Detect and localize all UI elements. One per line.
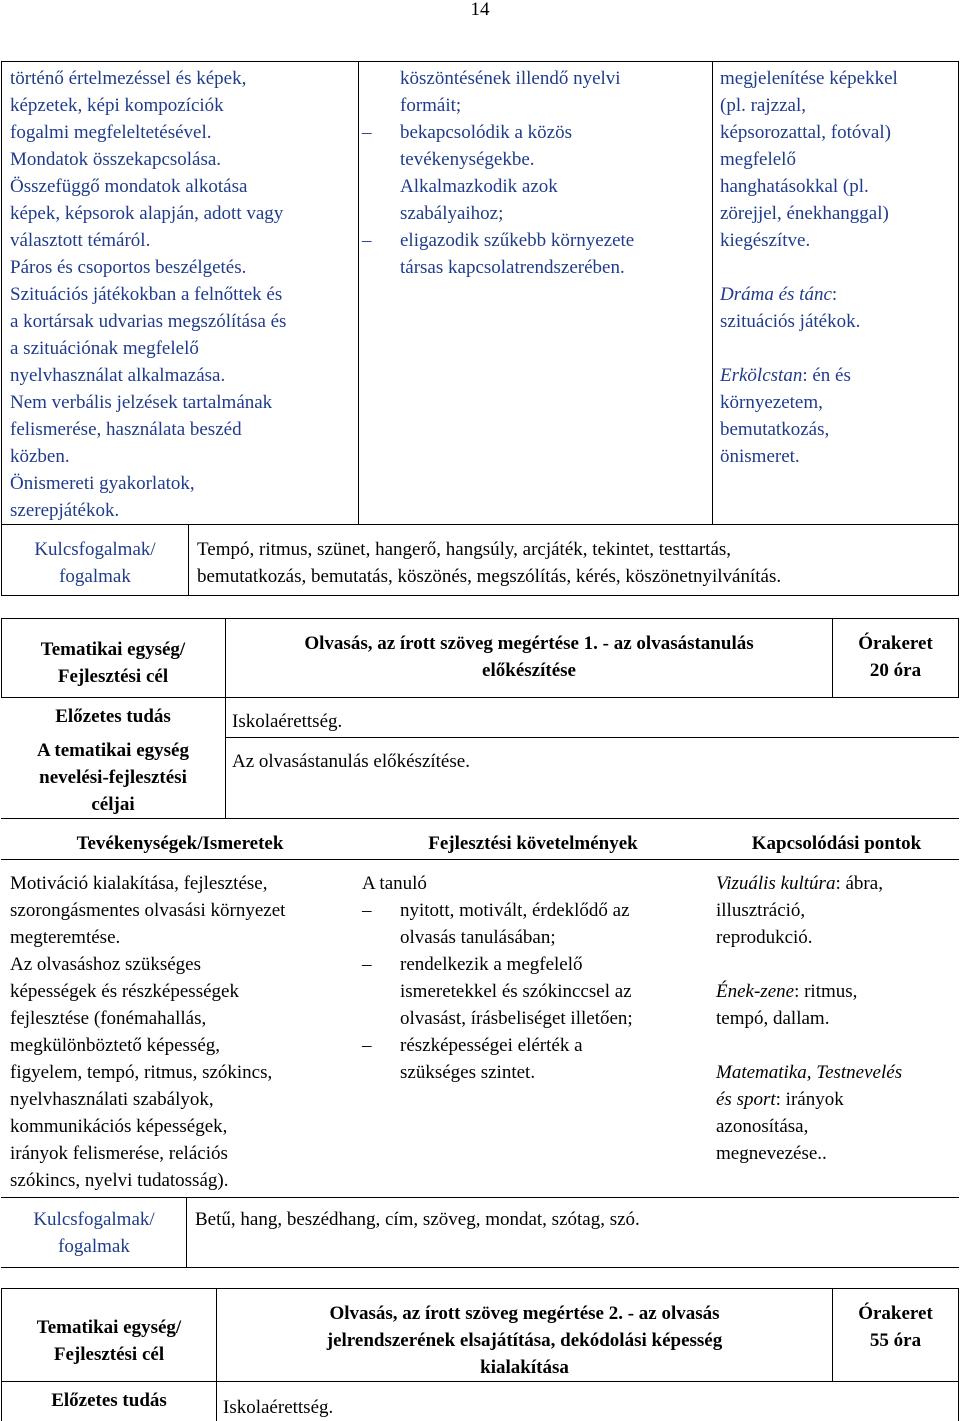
column-header-connections: Kapcsolódási pontok	[751, 833, 922, 854]
key-concepts-text: Betű, hang, beszédhang, cím, szöveg, mondat, szótag, szó.	[195, 1209, 640, 1230]
unit-goals-value: Az olvasástanulás előkészítése.	[232, 751, 470, 772]
prior-knowledge-value: Iskolaérettség.	[223, 1397, 334, 1418]
requirement-item: – bekapcsolódik a közös tevékenységekbe. Alkalmazkodik azok szabályaihoz;	[362, 119, 710, 227]
connections-column-text: Vizuális kultúra: ábra, illusztráció, reprodukció. Ének-zene: ritmus, tempó, dallam. Matematika, Testnevelés és sport: irányok azonosítása, megnevezése..	[716, 873, 903, 1164]
page-number: 14	[470, 0, 490, 20]
unit-header-label: Tematikai egység/ Fejlesztési cél	[40, 639, 186, 687]
key-concepts-label: Kulcsfogalmak/ fogalmak	[34, 539, 156, 587]
requirement-item: – nyitott, motivált, érdeklődő az olvasás tanulásában;	[362, 897, 710, 951]
unit-title: Olvasás, az írott szöveg megértése 2. - az olvasás jelrendszerének elsajátítása, dekódolási képesség kialakítása	[326, 1303, 723, 1378]
activities-column-text: történő értelmezéssel és képek, képzetek, képi kompozíciók fogalmi megfeleltetésével. Mondatok összekapcsolása. Összefüggő mondatok alkotása képek, képsorok alapján, adott vagy választott témáról. Páros és csoportos beszélgetés. Szituációs játékokban a felnőttek és a kortársak udvarias megszólítása és a szituációnak megfelelő nyelvhasználat alkalmazása. Nem verbális jelzések tartalmának felismerése, használata beszéd közben. Önismereti gyakorlatok, szerepjátékok.	[10, 68, 287, 521]
requirement-item: – rendelkezik a megfelelő ismeretekkel és szókinccsel az olvasást, írásbeliséget illetően;	[362, 951, 710, 1032]
requirement-item: – eligazodik szűkebb környezete társas kapcsolatrendszerében.	[362, 227, 710, 281]
activities-column-text: Motiváció kialakítása, fejlesztése, szorongásmentes olvasási környezet megteremtése. Az olvasáshoz szükséges képességek és részképességek fejlesztése (fonémahallás, megkülönböztető képesség, figyelem, tempó, ritmus, szókincs, nyelvhasználati szabályok, kommunikációs képességek, irányok felismerése, relációs szókincs, nyelvi tudatosság).	[10, 873, 286, 1191]
hours-frame: Órakeret 20 óra	[858, 633, 933, 681]
key-concepts-label: Kulcsfogalmak/ fogalmak	[33, 1209, 155, 1257]
connections-column-text: megjelenítése képekkel (pl. rajzzal, képsorozattal, fotóval) megfelelő hanghatásokkal (pl. zörejjel, énekhanggal) kiegészítve. Dráma és tánc: szituációs játékok. Erkölcstan: én és környezetem, bemutatkozás, önismeret.	[720, 68, 898, 467]
unit-header-label: Tematikai egység/ Fejlesztési cél	[36, 1317, 182, 1365]
key-concepts-text: Tempó, ritmus, szünet, hangerő, hangsúly, arcjáték, tekintet, testtartás, bemutatkozás, bemutatás, köszönés, megszólítás, kérés, köszönetnyilvánítás.	[197, 539, 782, 587]
column-header-activities: Tevékenységek/Ismeretek	[76, 833, 284, 854]
prior-knowledge-value: Iskolaérettség.	[232, 711, 343, 732]
hours-frame: Órakeret 55 óra	[858, 1303, 933, 1351]
prior-knowledge-label: Előzetes tudás	[51, 1390, 167, 1411]
column-header-requirements: Fejlesztési követelmények	[428, 833, 638, 854]
unit-title: Olvasás, az írott szöveg megértése 1. - az olvasástanulás előkészítése	[304, 633, 754, 681]
requirements-column-text: A tanuló – nyitott, motivált, érdeklődő az olvasás tanulásában; – rendelkezik a megfelelő ismeretekkel és szókinccsel az olvasást, írásbeliséget illetően; – részképességei elérték a szükséges szintet.	[362, 870, 710, 1086]
requirement-item: – részképességei elérték a szükséges szintet.	[362, 1032, 710, 1086]
unit-goals-label: A tematikai egység nevelési-fejlesztési céljai	[37, 740, 189, 815]
prior-knowledge-label: Előzetes tudás	[55, 706, 171, 727]
requirements-column-text: köszöntésének illendő nyelvi formáit; – bekapcsolódik a közös tevékenységekbe. Alkalmazkodik azok szabályaihoz; – eligazodik szűkebb környezete társas kapcsolatrendszerében.	[362, 65, 710, 281]
